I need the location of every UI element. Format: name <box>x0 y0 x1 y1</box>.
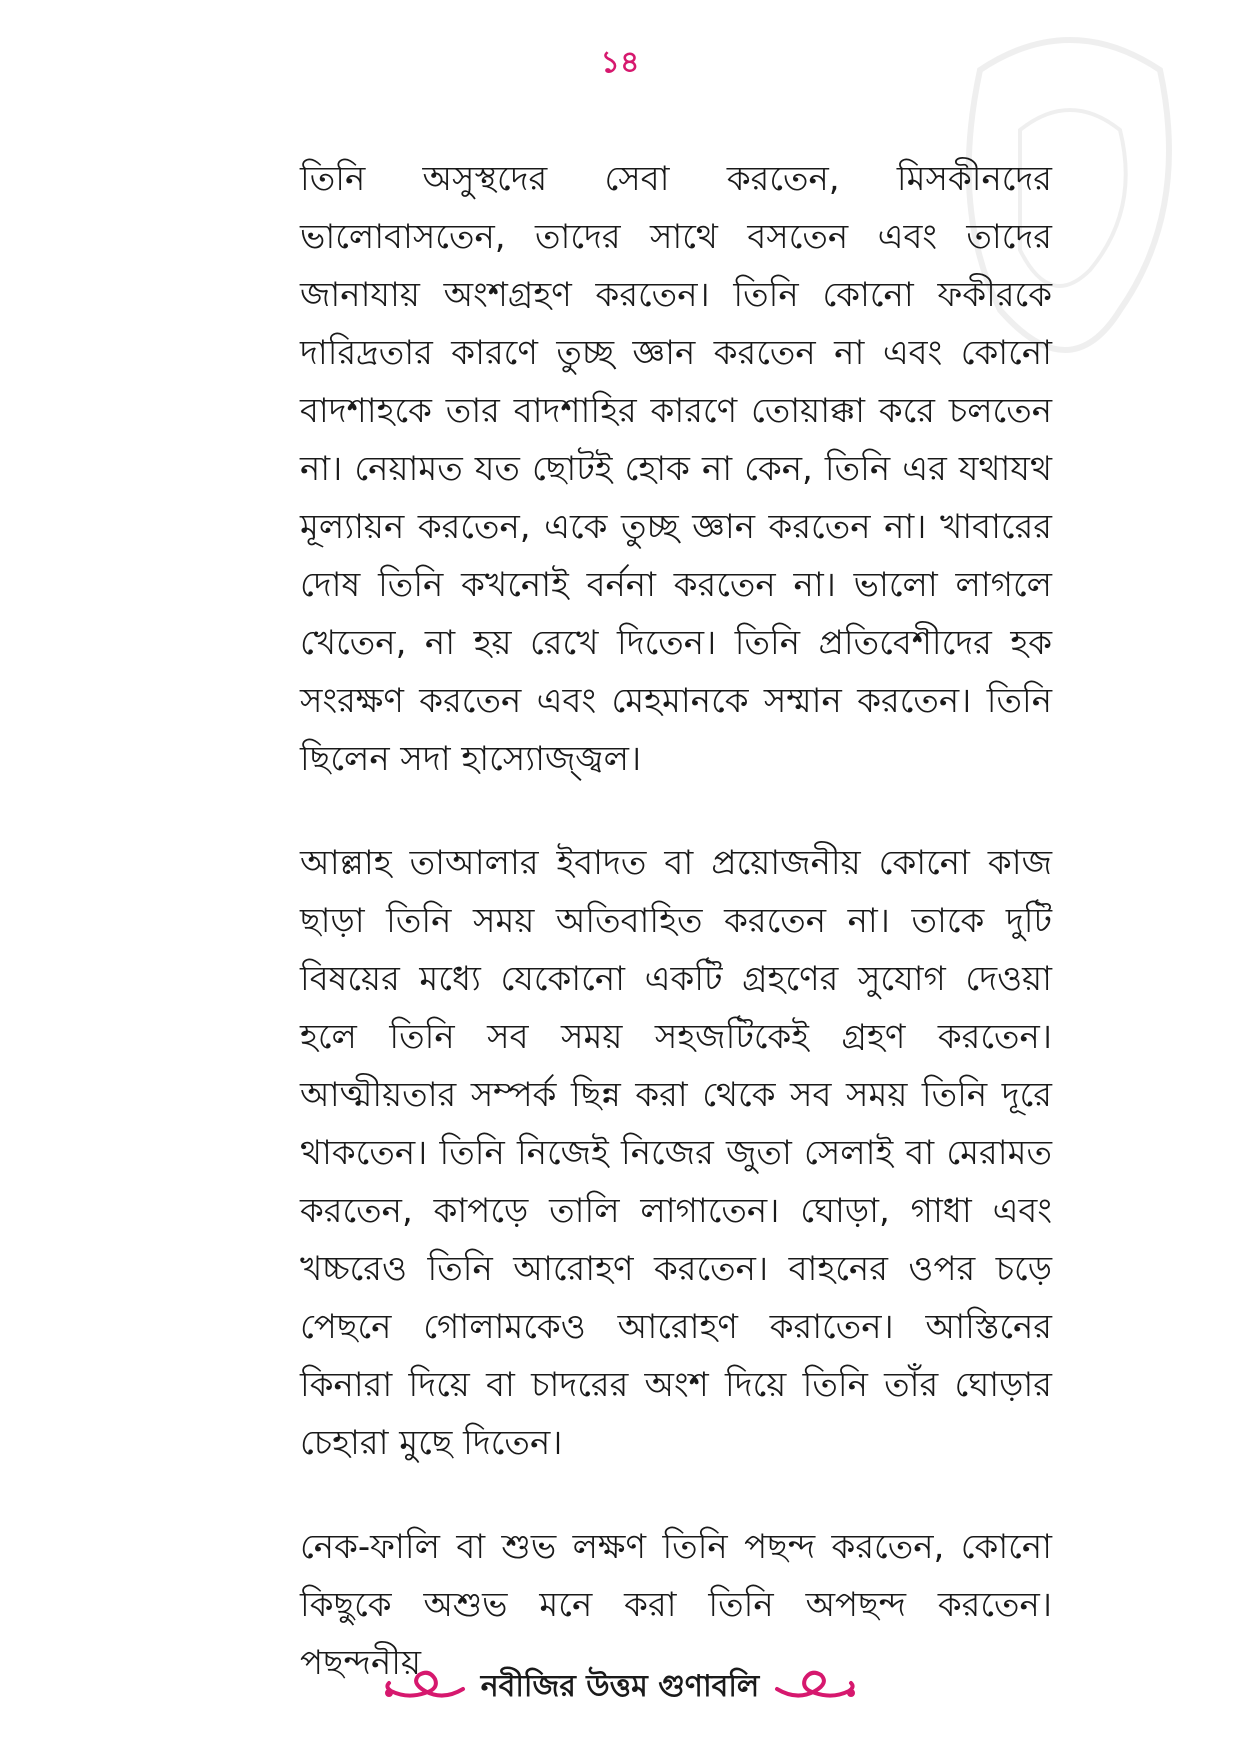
paragraph-2: আল্লাহ তাআলার ইবাদত বা প্রয়োজনীয় কোনো কাজ ছাড়া তিনি সময় অতিবাহিত করতেন না। তাকে দুটি বিষয়ের মধ্যে যেকোনো একটি গ্রহণের সুযোগ দেওয়া হলে তিনি সব সময় সহজটিকেই গ্রহণ করতেন। আত্মীয়তার সম্পর্ক ছিন্ন করা থেকে সব সময় তিনি দূরে থাকতেন। তিনি নিজেই নিজের জুতা সেলাই বা মেরামত করতেন, কাপড়ে তালি লাগাতেন। ঘোড়া, গাধা এবং খচ্চরেও তিনি আরোহণ করতেন। বাহনের ওপর চড়ে পেছনে গোলামকেও আরোহণ করাতেন। আস্তিনের কিনারা দিয়ে বা চাদরের অংশ দিয়ে তিনি তাঁর ঘোড়ার চেহারা মুছে দিতেন। <box>300 843 1052 1463</box>
paragraph-1: তিনি অসুস্থদের সেবা করতেন, মিসকীনদের ভালোবাসতেন, তাদের সাথে বসতেন এবং তাদের জানাযায় অংশগ্রহণ করতেন। তিনি কোনো ফকীরকে দারিদ্রতার কারণে তুচ্ছ জ্ঞান করতেন না এবং কোনো বাদশাহকে তার বাদশাহির কারণে তোয়াক্কা করে চলতেন না। নেয়ামত যত ছোটই হোক না কেন, তিনি এর যথাযথ মূল্যায়ন করতেন, একে তুচ্ছ জ্ঞান করতেন না। খাবারের দোষ তিনি কখনোই বর্ননা করতেন না। ভালো লাগলে খেতেন, না হয় রেখে দিতেন। তিনি প্রতিবেশীদের হক সংরক্ষণ করতেন এবং মেহমানকে সম্মান করতেন। তিনি ছিলেন সদা হাস্যোজ্জ্বল। <box>300 159 1052 779</box>
body-text <box>300 150 1052 1738</box>
left-swirl-ornament-icon <box>381 1667 467 1707</box>
footer <box>0 1662 1240 1712</box>
right-swirl-ornament-icon <box>773 1667 859 1707</box>
book-title: নবীজির উত্তম গুণাবলি <box>480 1668 760 1704</box>
paragraph-3: নেক-ফালি বা শুভ লক্ষণ তিনি পছন্দ করতেন, কোনো কিছুকে অশুভ মনে করা তিনি অপছন্দ করতেন। পছন্দনীয় <box>300 1527 1052 1683</box>
page-number: ১৪ <box>600 45 640 80</box>
